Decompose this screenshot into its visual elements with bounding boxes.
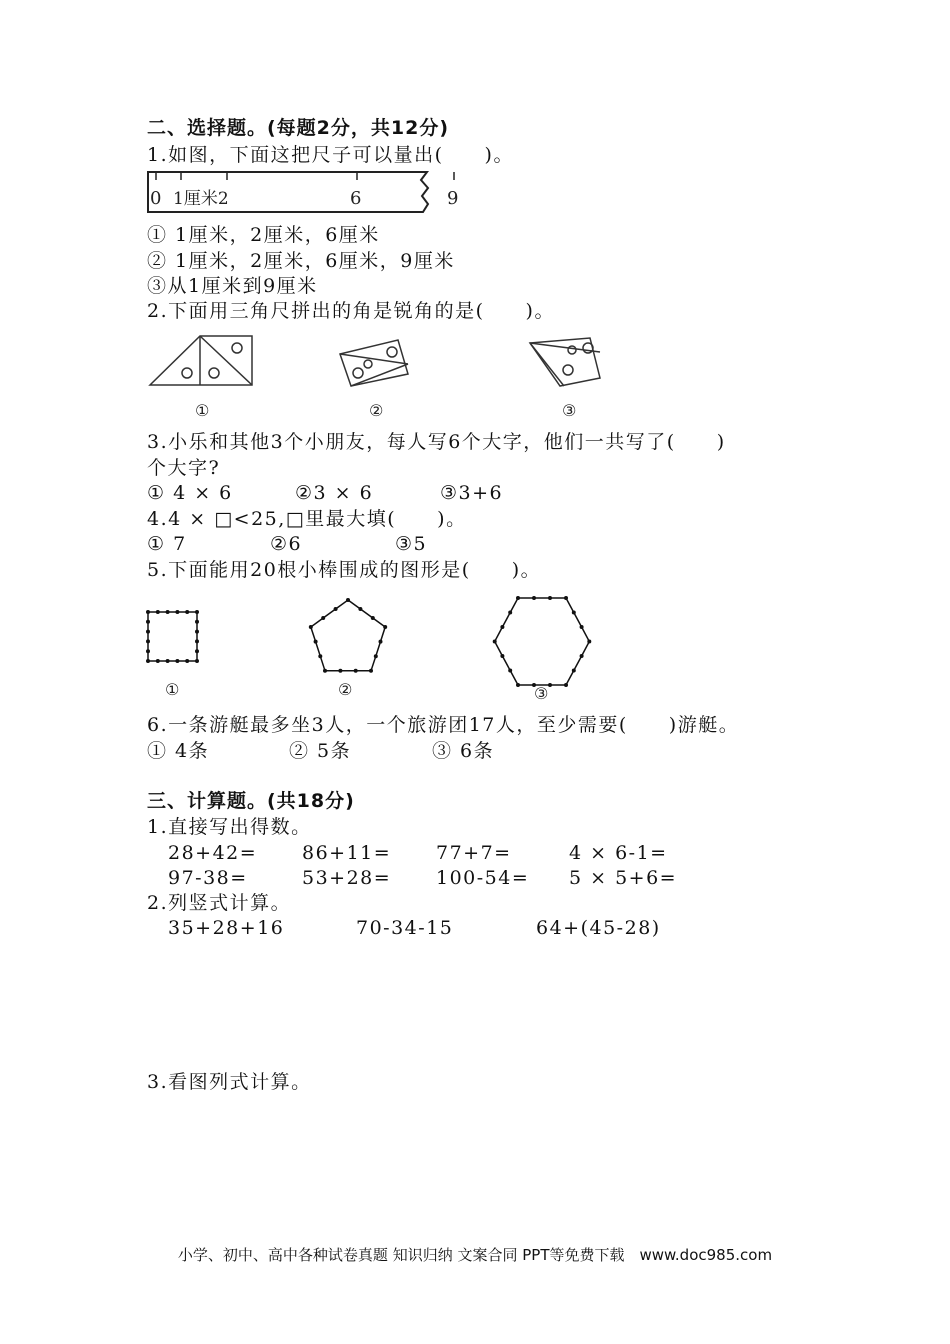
q3-option-2: ②3 × 6 [295, 482, 374, 504]
pentagon-shape [311, 600, 385, 671]
calc-item: 86+11= [302, 842, 392, 864]
ruler-label-1-2: 1厘米2 [173, 189, 229, 209]
q1-option-2: ② 1厘米，2厘米，6厘米，9厘米 [147, 250, 455, 272]
q5-fig-label-2: ② [338, 680, 353, 699]
q1-stem: 1.如图，下面这把尺子可以量出( )。 [147, 144, 514, 166]
calc-item: 100-54= [436, 867, 530, 889]
stick-shapes-figure [140, 592, 600, 702]
ruler-label-6: 6 [350, 188, 362, 209]
ruler-figure [147, 168, 459, 218]
calc-q1-stem: 1.直接写出得数。 [147, 816, 312, 838]
q2-stem: 2.下面用三角尺拼出的角是锐角的是( )。 [147, 300, 555, 322]
vertical-calc-item: 35+28+16 [168, 917, 285, 939]
q2-fig-label-1: ① [195, 401, 210, 420]
vertical-calc-item: 70-34-15 [356, 917, 454, 939]
calc-item: 5 × 5+6= [569, 867, 678, 889]
calc-item: 97-38= [168, 867, 248, 889]
q1-option-3: ③从1厘米到9厘米 [147, 275, 318, 297]
set-square-figure-1 [150, 336, 252, 385]
square-shape [148, 612, 197, 661]
q3-option-1: ① 4 × 6 [147, 482, 233, 504]
q6-option-2: ② 5条 [289, 740, 352, 762]
q5-stem: 5.下面能用20根小棒围成的图形是( )。 [147, 559, 542, 581]
calc-item: 77+7= [436, 842, 512, 864]
q2-fig-label-2: ② [369, 401, 384, 420]
q3-stem-line1: 3.小乐和其他3个小朋友，每人写6个大字，他们一共写了( ) [147, 431, 726, 453]
calc-q3-stem: 3.看图列式计算。 [147, 1071, 312, 1093]
section-heading-calc: 三、计算题。(共18分) [147, 790, 355, 812]
q5-fig-label-1: ① [165, 680, 180, 699]
q6-option-1: ① 4条 [147, 740, 210, 762]
section-heading-choice: 二、选择题。(每题2分，共12分) [147, 117, 450, 139]
ruler-label-0: 0 [150, 188, 162, 209]
vertical-calc-item: 64+(45-28) [536, 917, 661, 939]
q3-option-3: ③3+6 [440, 482, 504, 504]
q4-option-3: ③5 [395, 533, 428, 555]
calc-q2-stem: 2.列竖式计算。 [147, 892, 292, 914]
q2-fig-label-3: ③ [562, 401, 577, 420]
set-square-figure-2 [340, 340, 408, 386]
q1-option-1: ① 1厘米，2厘米，6厘米 [147, 224, 380, 246]
q6-option-3: ③ 6条 [432, 740, 495, 762]
ruler-label-9: 9 [447, 188, 459, 209]
q6-stem: 6.一条游艇最多坐3人，一个旅游团17人，至少需要( )游艇。 [147, 714, 740, 736]
calc-item: 53+28= [302, 867, 392, 889]
triangle-rulers-figure [140, 328, 620, 423]
q4-option-2: ②6 [270, 533, 303, 555]
calc-item: 4 × 6-1= [569, 842, 668, 864]
q5-fig-label-3: ③ [534, 684, 549, 703]
q3-stem-line2: 个大字? [147, 457, 221, 479]
hexagon-shape-visible [495, 598, 590, 685]
set-square-figure-3 [530, 338, 600, 386]
calc-item: 28+42= [168, 842, 258, 864]
q4-stem: 4.4 × □<25,□里最大填( )。 [147, 508, 467, 530]
q4-option-1: ① 7 [147, 533, 187, 555]
footer-text: 小学、初中、高中各种试卷真题 知识归纳 文案合同 PPT等免费下载 www.doc985.com [177, 1246, 773, 1264]
